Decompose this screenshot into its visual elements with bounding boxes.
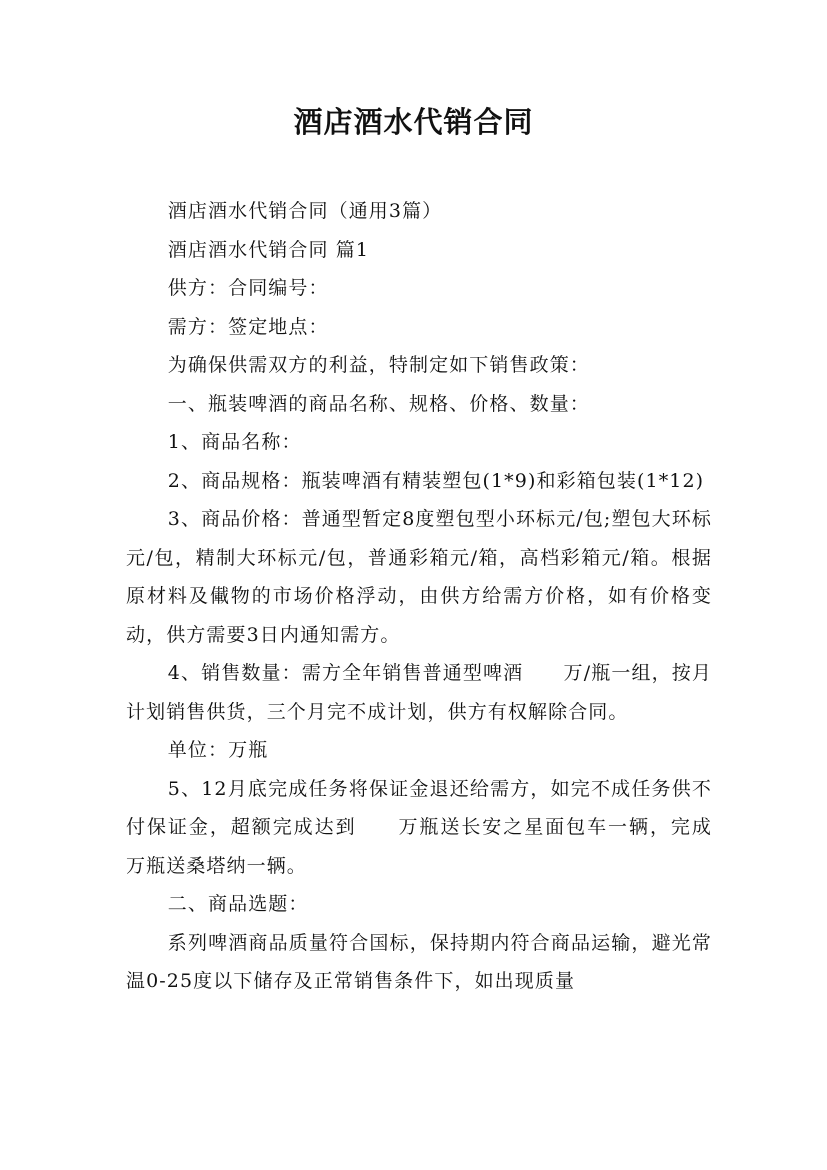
paragraph-product-name: 1、商品名称： (167, 431, 302, 453)
paragraph-clause-2: 二、商品选题： (167, 893, 309, 915)
paragraph-buyer: 需方：签定地点： (167, 315, 329, 338)
paragraph-deposit: 5、12月底完成任务将保证金退还给需方，如完不成任务供不付保证金，超额完成达到 万瓶送长安之星面包车一辆，完成 万瓶送桑塔纳一辆。 (126, 777, 753, 877)
paragraph-product-spec: 2、商品规格：瓶装啤酒有精装塑包(1*9)和彩箱包装(1*12) (167, 469, 705, 492)
paragraph-subtitle: 酒店酒水代销合同（通用3篇） (167, 200, 443, 222)
paragraph-product-price: 3、商品价格：普通型暂定8度塑包型小环标元/包;塑包大环标元/包，精制大环标元/包，普通彩箱元/箱，高档彩箱元/箱。根据原材料及儎物的市场价格浮动，由供方给需方价格，如有价格变动，供方需要3日内通知需方。 (126, 508, 712, 646)
paragraph-clause-1: 一、瓶装啤酒的商品名称、规格、价格、数量： (167, 392, 590, 415)
paragraph-sales-quantity: 4、销售数量：需方全年销售普通型啤酒 万/瓶一组，按月计划销售供货，三个月完不成计划，供方有权解除合同。 (126, 662, 712, 723)
paragraph-quality: 系列啤酒商品质量符合国标，保持期内符合商品运输，避光常温0-25度以下储存及正常销售条件下，如出现质量 (126, 931, 712, 992)
document-body (126, 192, 753, 1001)
paragraph-supplier: 供方：合同编号： (167, 277, 329, 299)
paragraph-section-heading: 酒店酒水代销合同 篇1 (167, 238, 370, 261)
paragraph-purpose: 为确保供需双方的利益，特制定如下销售政策： (167, 354, 590, 376)
paragraph-unit: 单位：万瓶 (167, 739, 269, 761)
document-title: 酒店酒水代销合同 (293, 105, 534, 139)
